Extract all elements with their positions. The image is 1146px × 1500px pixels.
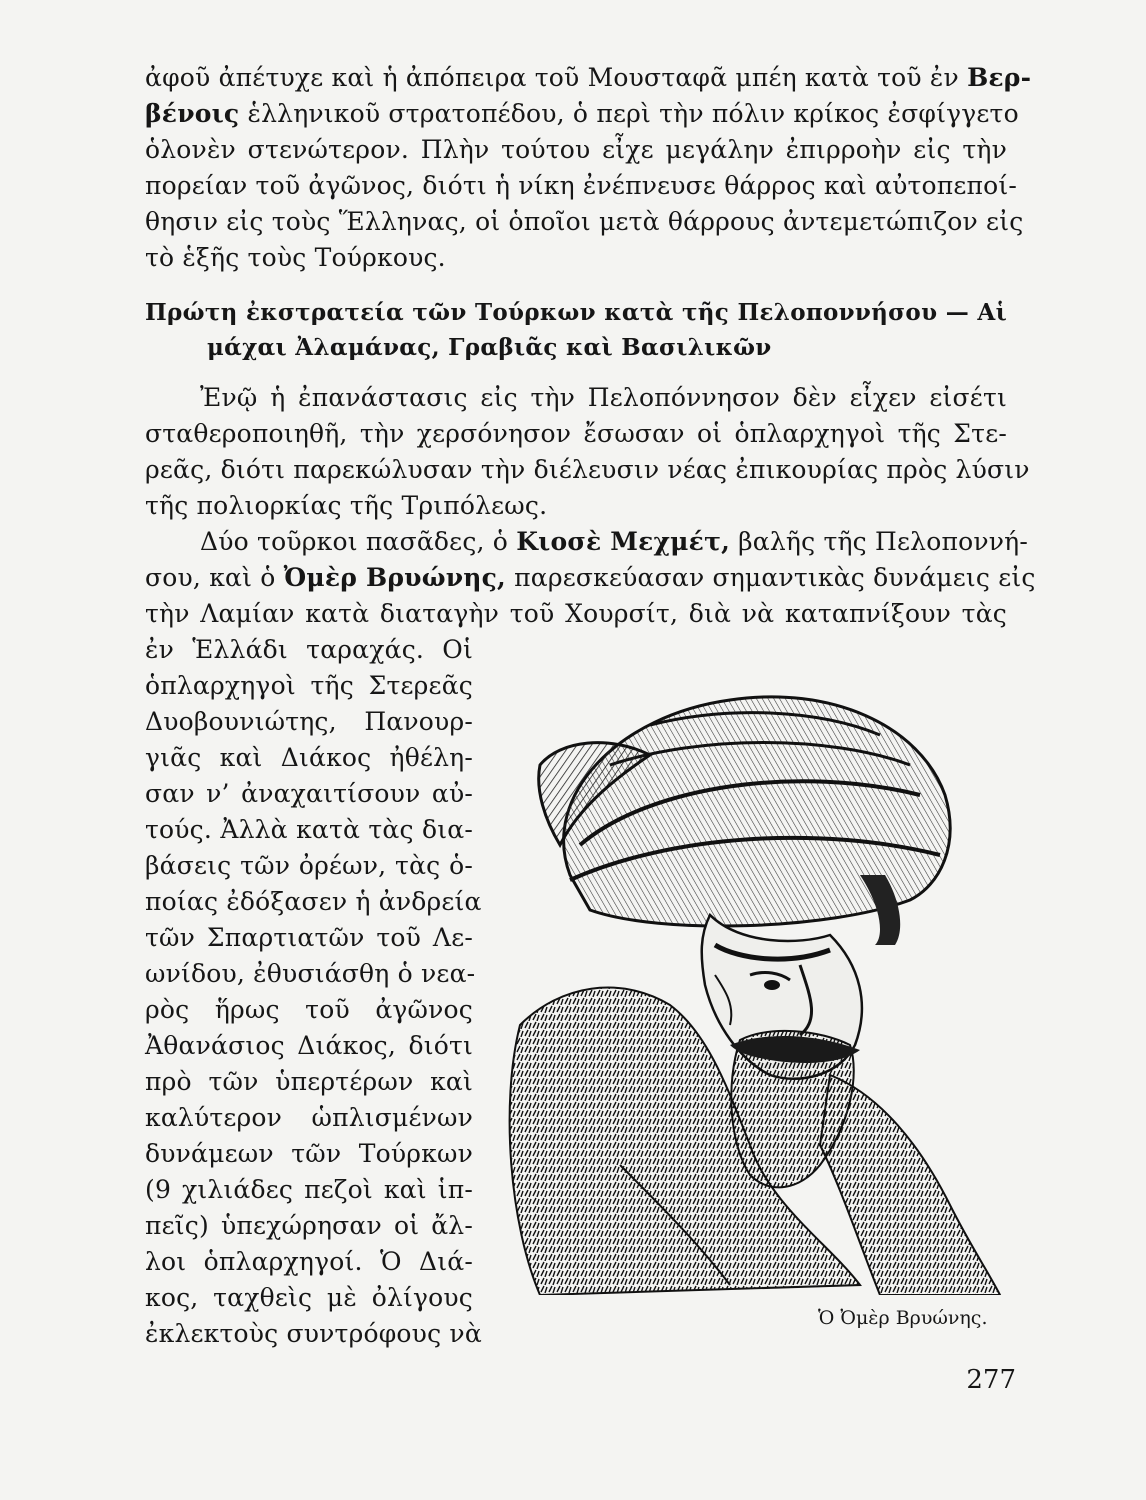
text-line — [145, 560, 1036, 596]
portrait-illustration — [500, 645, 1020, 1295]
narrow-text-line: καλύτερον ὡπλισμένων — [145, 1103, 473, 1132]
narrow-text-line: πεῖς) ὑπεχώρησαν οἱ ἄλ- — [145, 1211, 473, 1240]
text-line — [145, 452, 1030, 488]
narrow-text-line: ποίας ἐδόξασεν ἡ ἀνδρεία — [145, 887, 482, 916]
text-line — [145, 416, 1007, 452]
text-run: ἀφοῦ ἀπέτυχε καὶ ἡ ἀπόπειρα τοῦ Μουσταφᾶ μπέη κατὰ τοῦ ἐν — [145, 63, 968, 92]
text-line — [145, 60, 1032, 96]
section-heading-line-1: Πρώτη ἐκστρατεία τῶν Τούρκων κατὰ τῆς Πελοποννήσου — Αἱ — [145, 299, 1007, 326]
text-run: τῆς πολιορκίας τῆς Τριπόλεως. — [145, 491, 548, 520]
text-line — [145, 524, 1028, 560]
text-run: σου, καὶ ὁ — [145, 563, 284, 592]
narrow-text-line: ωνίδου, ἐθυσιάσθη ὁ νεα- — [145, 959, 476, 988]
text-line — [145, 168, 1018, 204]
text-run: ὁλονὲν στενώτερον. Πλὴν τούτου εἶχε μεγάλην ἐπιρροὴν εἰς τὴν — [145, 135, 1007, 164]
text-line — [145, 596, 1007, 632]
narrow-text-line: (9 χιλιάδες πεζοὶ καὶ ἱπ- — [145, 1175, 473, 1204]
narrow-text-line: δυνάμεων τῶν Τούρκων — [145, 1139, 473, 1168]
bold-name: Κιοσὲ Μεχμέτ, — [516, 527, 730, 556]
narrow-text-line: ὁπλαρχηγοὶ τῆς Στερεᾶς — [145, 671, 473, 700]
text-run: Δύο τοῦρκοι πασᾶδες, ὁ — [200, 527, 517, 556]
page-number: 277 — [966, 1365, 1016, 1395]
text-line — [145, 204, 1024, 240]
narrow-text-line: πρὸ τῶν ὑπερτέρων καὶ — [145, 1067, 473, 1096]
narrow-text-line: κος, ταχθεὶς μὲ ὀλίγους — [145, 1283, 473, 1312]
text-run: τὸ ἑξῆς τοὺς Τούρκους. — [145, 243, 446, 272]
bold-name: Βερ- — [967, 63, 1032, 92]
narrow-text-line: τῶν Σπαρτιατῶν τοῦ Λε- — [145, 923, 473, 952]
text-line — [145, 488, 1007, 524]
text-line — [145, 96, 1019, 132]
bold-name: βένοις — [145, 99, 240, 128]
narrow-text-line: βάσεις τῶν ὀρέων, τὰς ὁ- — [145, 851, 473, 880]
bold-name: Ὀμὲρ Βρυώνης, — [283, 563, 506, 592]
turban — [539, 697, 950, 945]
narrow-text-line: σαν ν’ ἀναχαιτίσουν αὐ- — [145, 779, 473, 808]
text-line — [145, 132, 1007, 168]
text-run: βαλῆς τῆς Πελοποννή- — [730, 527, 1028, 556]
text-run: ρεᾶς, διότι παρεκώλυσαν τὴν διέλευσιν νέας ἐπικουρίας πρὸς λύσιν — [145, 455, 1030, 484]
text-run: Ἐνῷ ἡ ἐπανάστασις εἰς τὴν Πελοπόννησον δὲν εἶχεν εἰσέτι — [200, 383, 1007, 412]
text-run: τὴν Λαμίαν κατὰ διαταγὴν τοῦ Χουρσίτ, διὰ νὰ καταπνίξουν τὰς — [145, 599, 1007, 628]
narrow-text-line: ἐκλεκτοὺς συντρόφους νὰ — [145, 1319, 482, 1348]
text-run: πορείαν τοῦ ἀγῶνος, διότι ἡ νίκη ἐνέπνευσε θάρρος καὶ αὐτοπεποί- — [145, 171, 1018, 200]
text-run: παρεσκεύασαν σημαντικὰς δυνάμεις εἰς — [505, 563, 1036, 592]
narrow-text-line: ρὸς ἥρως τοῦ ἀγῶνος — [145, 995, 473, 1024]
narrow-text-line: λοι ὁπλαρχηγοί. Ὁ Διά- — [145, 1247, 473, 1276]
text-line — [145, 380, 1007, 416]
narrow-text-line: γιᾶς καὶ Διάκος ἠθέλη- — [145, 743, 473, 772]
narrow-text-line: ἐν Ἑλλάδι ταραχάς. Οἱ — [145, 635, 473, 664]
narrow-text-line: Ἀθανάσιος Διάκος, διότι — [145, 1031, 473, 1060]
narrow-text-line: τούς. Ἀλλὰ κατὰ τὰς δια- — [145, 815, 473, 844]
text-run: ἑλληνικοῦ στρατοπέδου, ὁ περὶ τὴν πόλιν κρίκος ἐσφίγγετο — [239, 99, 1019, 128]
figure-caption: Ὁ Ὀμὲρ Βρυώνης. — [818, 1307, 988, 1329]
narrow-text-line: Δυοβουνιώτης, Πανουρ- — [145, 707, 473, 736]
text-run: σταθεροποιηθῆ, τὴν χερσόνησον ἔσωσαν οἱ ὁπλαρχηγοὶ τῆς Στε- — [145, 419, 1007, 448]
section-heading-line-2: μάχαι Ἀλαμάνας, Γραβιᾶς καὶ Βασιλικῶν — [207, 334, 772, 361]
text-run: θησιν εἰς τοὺς Ἕλληνας, οἱ ὁποῖοι μετὰ θάρρους ἀντεμετώπιζον εἰς — [145, 207, 1024, 236]
text-line — [145, 240, 1007, 276]
